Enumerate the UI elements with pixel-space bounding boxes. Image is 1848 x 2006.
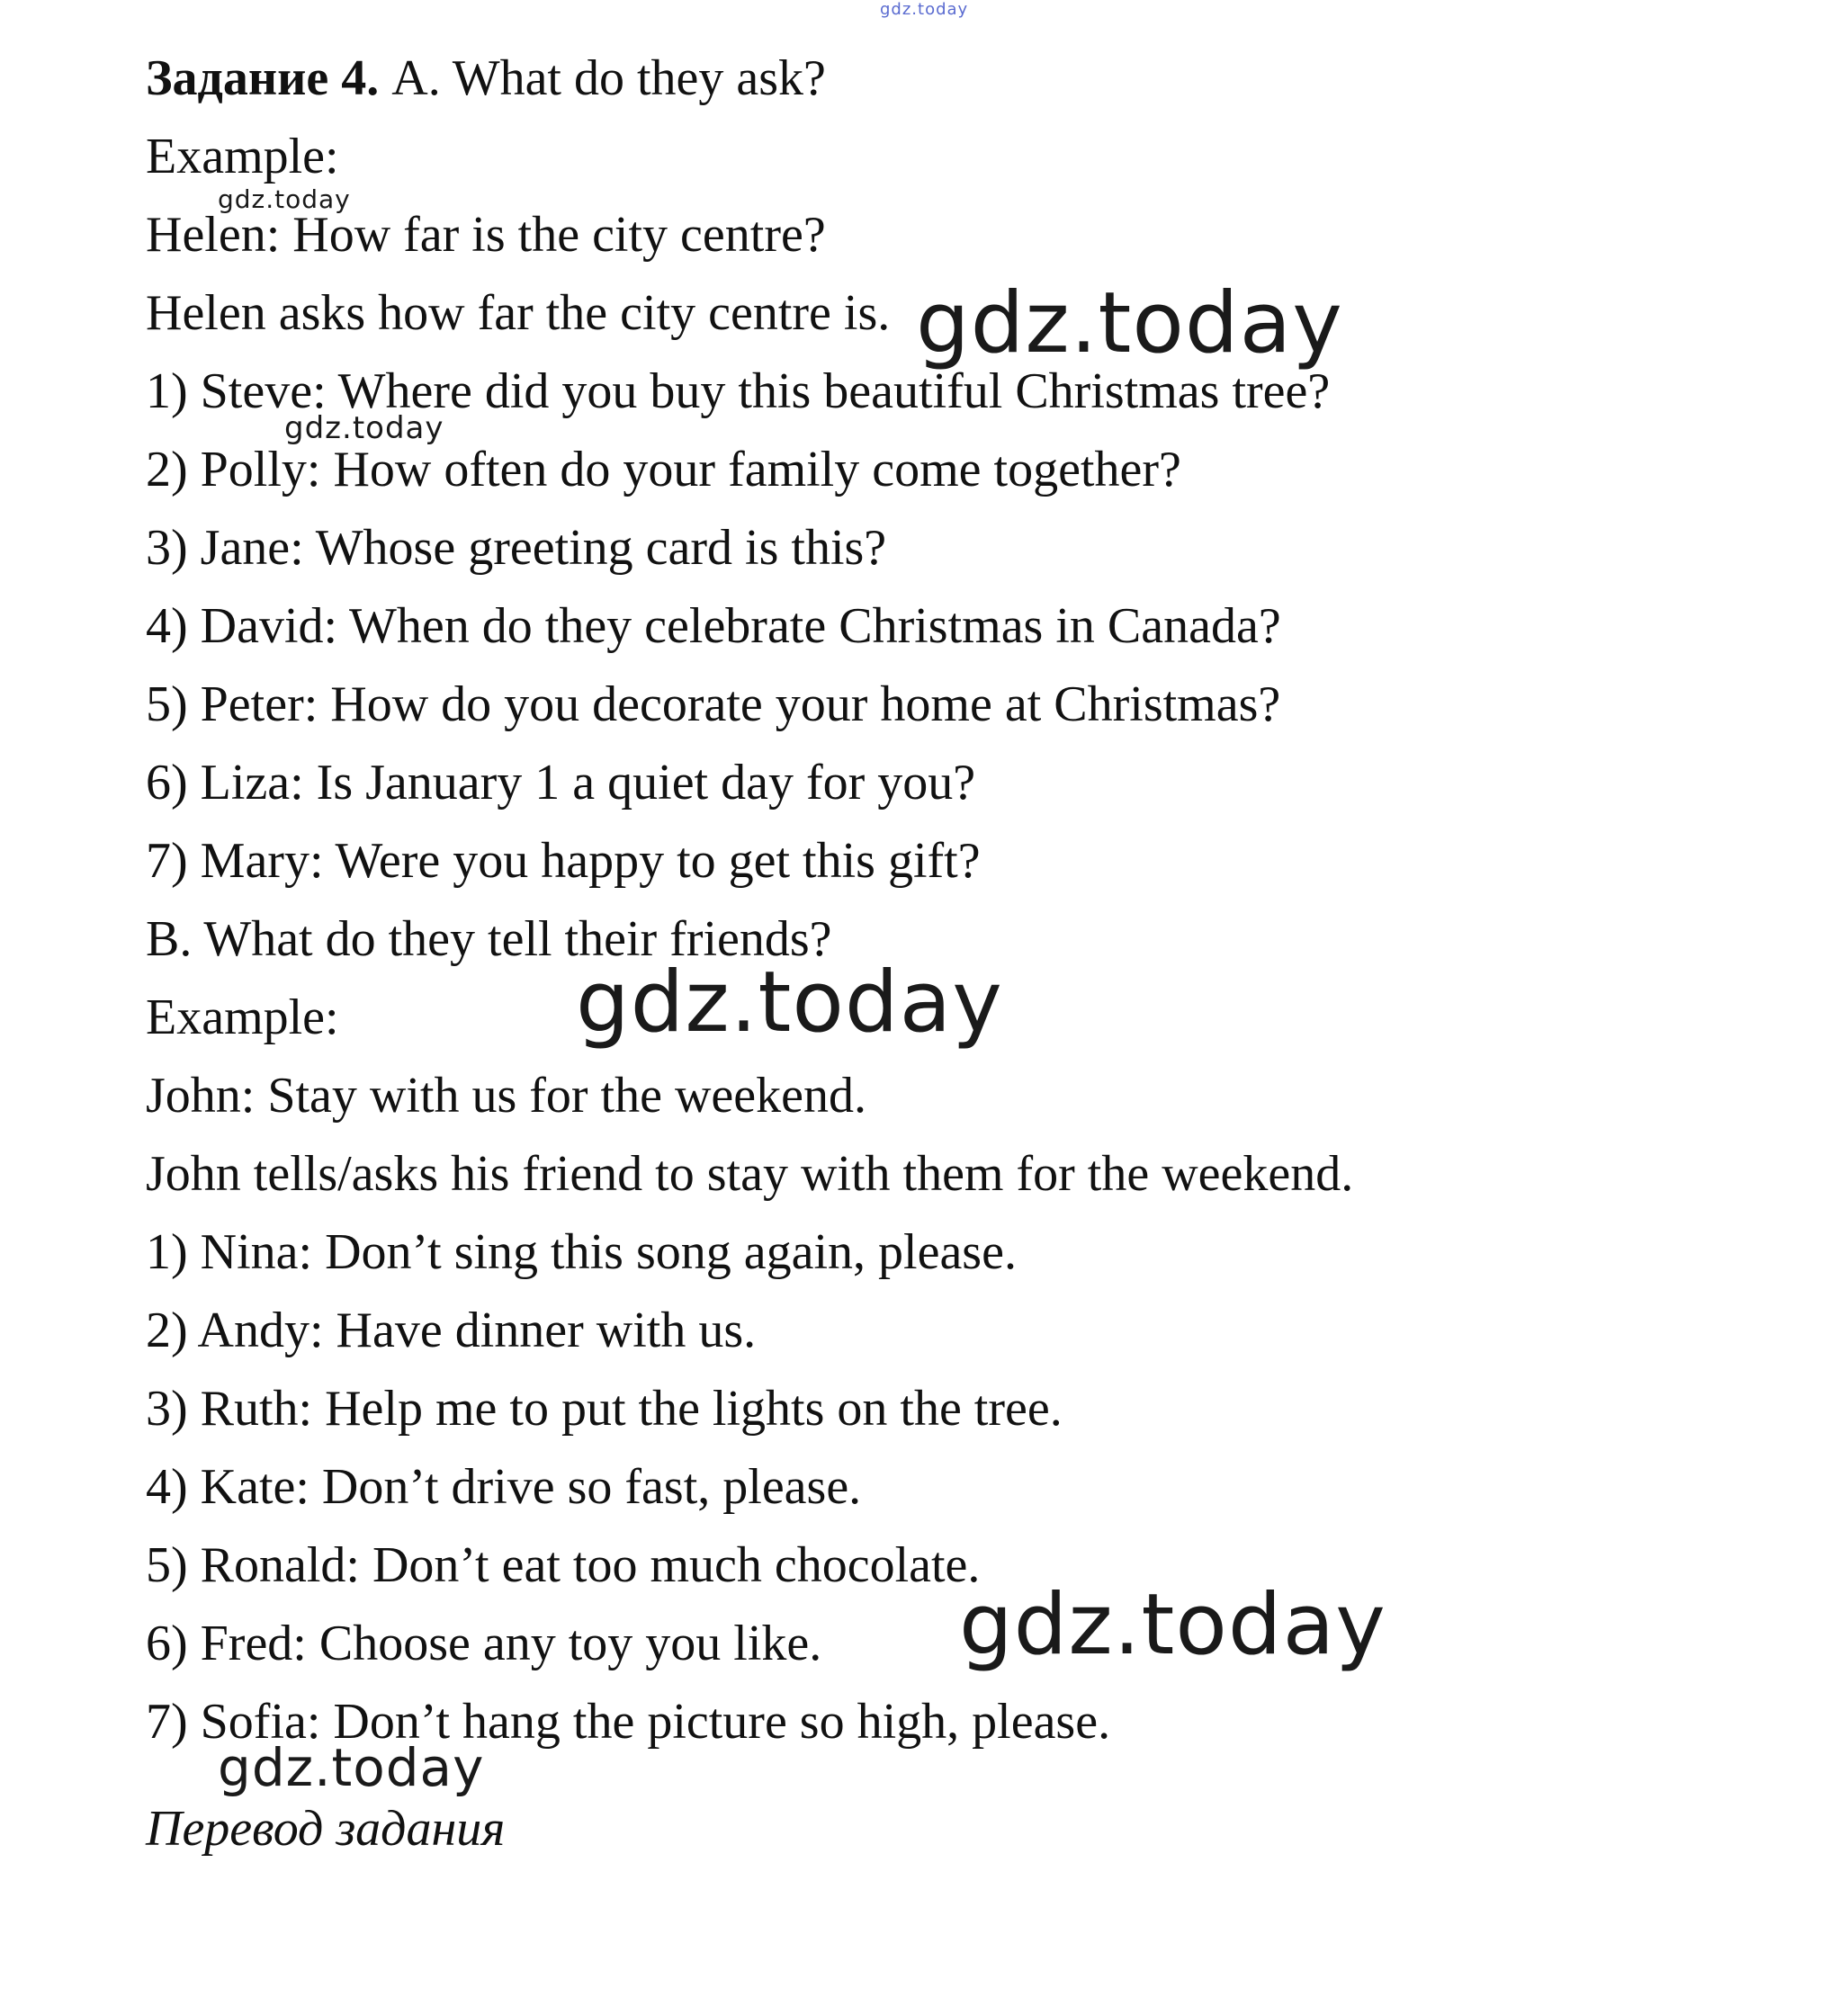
part-a-item-4: 4) David: When do they celebrate Christmas in Canada? <box>146 598 1281 654</box>
watermark-small-a: gdz.today <box>218 184 351 214</box>
part-b-item-6: 6) Fred: Choose any toy you like. <box>146 1616 822 1671</box>
watermark-big-a: gdz.today <box>916 274 1343 372</box>
part-a-example-answer: Helen asks how far the city centre is. <box>146 285 891 341</box>
part-b-item-5: 5) Ronald: Don’t eat too much chocolate. <box>146 1537 981 1593</box>
task-title: A. What do they ask? <box>391 50 826 106</box>
watermark-medium-d: gdz.today <box>218 1737 485 1798</box>
part-a-item-1: 1) Steve: Where did you buy this beautiful Christmas tree? <box>146 363 1331 419</box>
part-b-item-7: 7) Sofia: Don’t hang the picture so high, please. <box>146 1694 1111 1750</box>
part-b-item-3: 3) Ruth: Help me to put the lights on the tree. <box>146 1381 1063 1437</box>
part-a-item-5: 5) Peter: How do you decorate your home at Christmas? <box>146 676 1281 732</box>
part-a-example-question: Helen: How far is the city centre? <box>146 207 826 263</box>
part-a-item-7: 7) Mary: Were you happy to get this gift? <box>146 833 981 889</box>
part-b-item-4: 4) Kate: Don’t drive so fast, please. <box>146 1459 862 1515</box>
watermark-big-b: gdz.today <box>576 954 1003 1052</box>
task-header <box>146 49 826 108</box>
part-a-item-6: 6) Liza: Is January 1 a quiet day for you? <box>146 755 976 810</box>
task-label: Задание 4. <box>146 50 380 106</box>
part-b-item-2: 2) Andy: Have dinner with us. <box>146 1303 757 1358</box>
part-b-example-answer: John tells/asks his friend to stay with them for the weekend. <box>146 1146 1354 1202</box>
part-b-title: B. What do they tell their friends? <box>146 911 832 967</box>
part-b-example-label: Example: <box>146 990 339 1045</box>
part-a-item-2: 2) Polly: How often do your family come together? <box>146 442 1181 497</box>
part-b-item-1: 1) Nina: Don’t sing this song again, please. <box>146 1224 1017 1280</box>
part-a-example-label: Example: <box>146 129 339 184</box>
watermark-small-b: gdz.today <box>284 410 444 446</box>
part-a-item-3: 3) Jane: Whose greeting card is this? <box>146 520 887 576</box>
watermark-top: gdz.today <box>880 0 969 19</box>
translation-link[interactable]: Перевод задания <box>146 1801 506 1857</box>
part-b-example-question: John: Stay with us for the weekend. <box>146 1068 866 1124</box>
watermark-big-c: gdz.today <box>959 1576 1386 1674</box>
